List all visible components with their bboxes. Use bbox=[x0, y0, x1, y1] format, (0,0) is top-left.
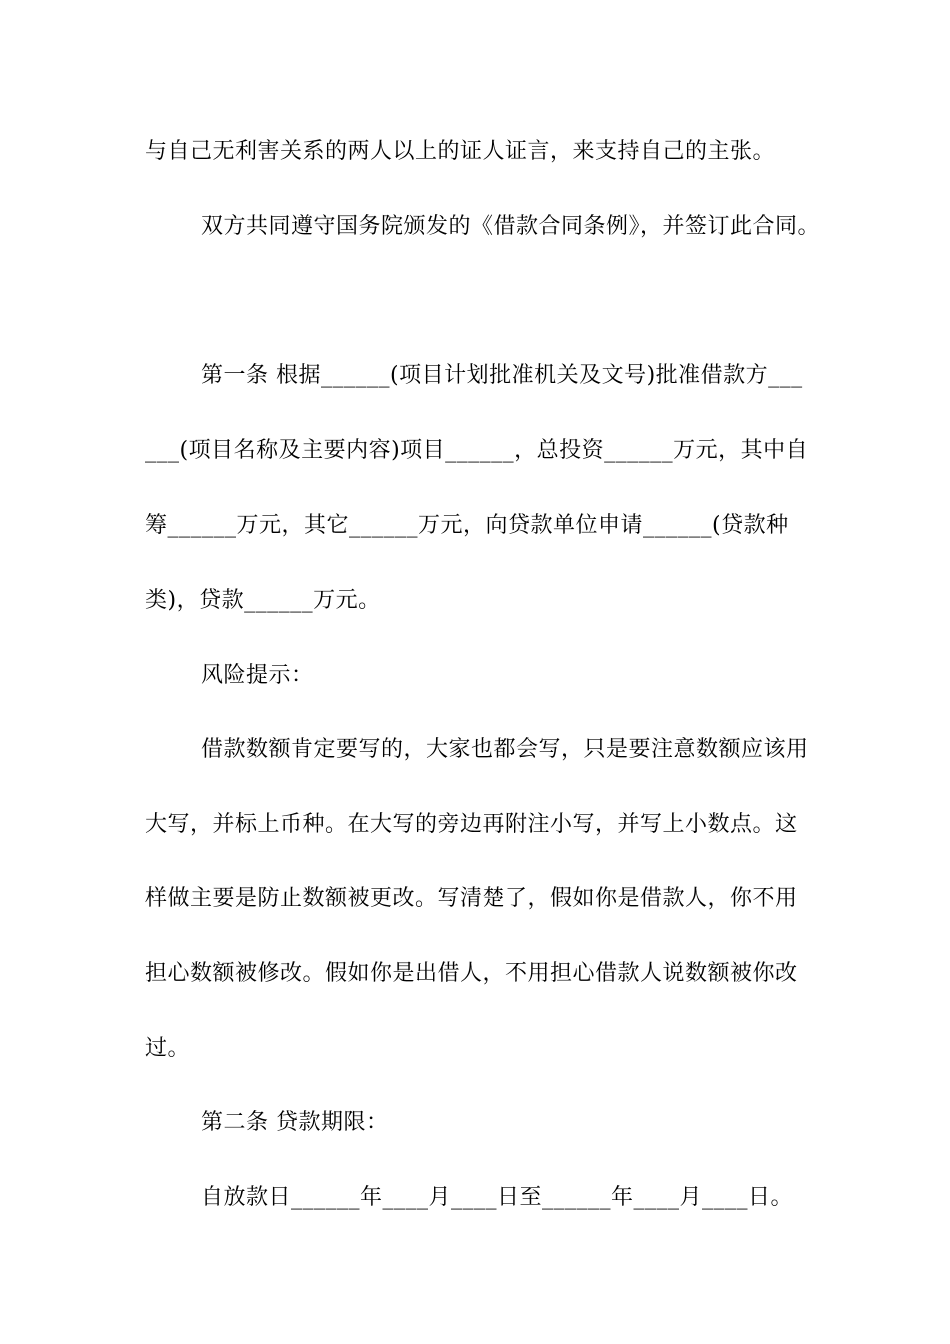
text-line: 担心数额被修改。假如你是出借人，不用担心借款人说数额被你改 bbox=[145, 961, 798, 986]
text-line: 与自己无利害关系的两人以上的证人证言，来支持自己的主张。 bbox=[145, 139, 776, 164]
text-line: 筹______万元，其它______万元，向贷款单位申请______(贷款种 bbox=[145, 513, 789, 538]
article-1-heading-line: 第一条 根据______(项目计划批准机关及文号)批准借款方___ bbox=[201, 363, 803, 388]
text-line: 样做主要是防止数额被更改。写清楚了，假如你是借款人，你不用 bbox=[145, 886, 798, 911]
article-2-heading: 第二条 贷款期限： bbox=[201, 1110, 389, 1135]
text-line: 类)，贷款______万元。 bbox=[145, 588, 381, 613]
text-line: 过。 bbox=[145, 1036, 191, 1061]
text-line: 大写，并标上币种。在大写的旁边再附注小写，并写上小数点。这 bbox=[145, 812, 798, 837]
text-line: 借款数额肯定要写的，大家也都会写，只是要注意数额应该用 bbox=[201, 737, 809, 762]
text-line: 双方共同遵守国务院颁发的《借款合同条例》，并签订此合同。 bbox=[201, 214, 821, 239]
text-line: 自放款日______年____月____日至______年____月____日。 bbox=[201, 1185, 794, 1210]
text-line: ___(项目名称及主要内容)项目______，总投资______万元，其中自 bbox=[145, 438, 809, 463]
risk-tip-heading: 风险提示： bbox=[201, 663, 314, 688]
